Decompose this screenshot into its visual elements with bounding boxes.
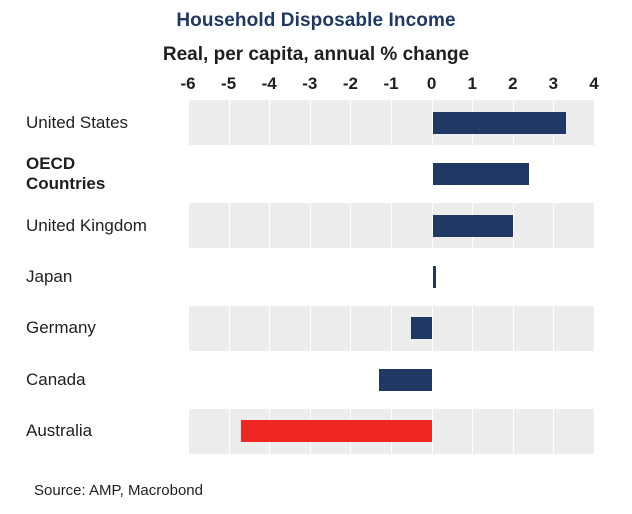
bar — [411, 317, 431, 339]
x-tick-label: -1 — [383, 74, 399, 93]
bar — [379, 369, 432, 391]
category-label: Australia — [26, 421, 93, 441]
grid-line — [350, 100, 351, 460]
x-tick-label: -6 — [180, 74, 196, 93]
chart-title: Household Disposable Income — [176, 10, 456, 31]
category-label: OECD Countries — [26, 154, 106, 194]
bar — [432, 215, 513, 237]
category-label: Canada — [26, 369, 86, 389]
grid-line — [553, 100, 554, 460]
x-tick-label: -5 — [221, 74, 237, 93]
grid-line — [472, 100, 473, 460]
x-tick-label: -2 — [342, 74, 358, 93]
grid-line — [391, 100, 392, 460]
grid-line — [310, 100, 311, 460]
x-tick-label: 2 — [508, 74, 518, 93]
x-tick-label: 0 — [426, 74, 437, 93]
plot-area — [188, 100, 594, 460]
category-label: Germany — [26, 318, 96, 338]
x-tick-label: 1 — [467, 74, 477, 93]
bar — [432, 163, 529, 185]
x-tick-label: -4 — [261, 74, 277, 93]
x-tick-label: 3 — [548, 74, 559, 93]
zero-line — [432, 100, 433, 460]
grid-line — [594, 100, 595, 460]
category-label: Japan — [26, 267, 73, 286]
category-label: United Kingdom — [26, 215, 147, 235]
source-note: Source: AMP, Macrobond — [34, 482, 203, 499]
bar — [241, 420, 432, 442]
grid-line — [513, 100, 514, 460]
category-label: United States — [26, 112, 129, 132]
x-tick-label: -3 — [302, 74, 318, 93]
bar — [432, 112, 566, 134]
grid-line — [229, 100, 230, 460]
grid-line — [269, 100, 270, 460]
x-tick-label: 4 — [589, 74, 599, 93]
x-axis-tick-labels — [180, 74, 599, 98]
chart-subtitle: Real, per capita, annual % change — [162, 44, 470, 65]
